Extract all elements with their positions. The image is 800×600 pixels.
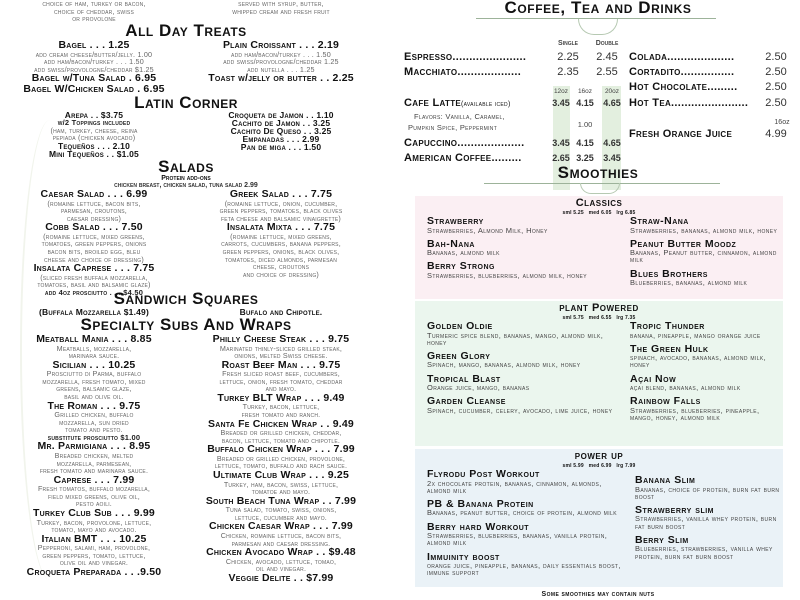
smoothie-item (630, 372, 778, 393)
item-description: mozzarella, fresh tomato, mixed (42, 376, 146, 386)
item-description: tomato, mayo and avocado. (51, 525, 137, 535)
item-description: cheese and choice of dressing) (43, 254, 144, 264)
oj-name: Fresh Orange Juice (629, 128, 733, 140)
menu-item (190, 40, 372, 73)
smoothie-name: Banana Slim (635, 474, 696, 486)
item-description: add ham/bacon/turkey . . . 1.50 (44, 57, 144, 67)
smoothie-item (635, 533, 783, 561)
item-title: Turkey BLT Wrap . . . 9.49 (217, 391, 345, 404)
smoothie-name: Peanut Butter Moodz (630, 237, 737, 250)
item-description: and choice of dressing) (242, 269, 320, 279)
item-title: Toast w/jelly or butter . . 2.25 (208, 72, 354, 85)
smoothie-item (635, 476, 783, 500)
smoothie-ingredients: 2x chocolate protein, bananas, cinnamon, almonds, almond milk (427, 478, 602, 495)
item-title: Italian BMT . . . 10.25 (41, 532, 147, 545)
smoothie-ingredients: Strawberries, bananas, almond milk, honey (630, 225, 778, 235)
coffee-note: (available iced) (461, 101, 511, 108)
smoothie-name: Golden Oldie (427, 320, 493, 332)
item-description: carrots, cucumbers, banana peppers, (221, 239, 341, 249)
smoothie-name: Berry hard Workout (427, 520, 530, 533)
item-description: Chicken, avocado, lettuce, tomao, (225, 556, 337, 566)
item-description: add swiss/provologne/cheddar $1.25 (34, 64, 154, 74)
group-title: Classics (575, 197, 623, 209)
smoothie-name: Green Glory (427, 349, 491, 362)
item-description: parmesan and caesar dressing. (231, 538, 331, 548)
size-header: 12oz (553, 88, 569, 95)
item-description: pesto aoili. (75, 499, 113, 509)
menu-item (190, 573, 372, 584)
smoothie-name: Immuinity boost (427, 550, 500, 563)
coffee-name: Capuccino.................... (404, 137, 525, 149)
item-title: Philly Cheese Steak . . . 9.75 (212, 333, 350, 345)
smoothie-group-0 (415, 196, 783, 299)
item-description: Marinated thinly-sliced grilled steak, (219, 343, 343, 353)
oj-size: 16oz (774, 119, 790, 126)
item-description: cheese, croutons (252, 262, 310, 272)
item-description: add cream cheese/butter/jelly. 1.00 (35, 49, 153, 59)
smoothie-ingredients: Bananas, choice of protein, burn fat burn boost (635, 484, 780, 501)
menu-item (190, 496, 372, 522)
item-title: Bufalo and Chipotle. (239, 307, 323, 317)
smoothie-ingredients: Blueberries, strawberries, vanilla whey protein, burn fat burn boost (635, 544, 773, 561)
top-fragment-right (190, 0, 372, 15)
menu-item (190, 222, 372, 278)
menu-item (190, 73, 372, 84)
item-description: lettuce, onion, fresh tomato, cheddar (219, 376, 343, 386)
item-description: tomatoes, basil and balsamic glaze) (37, 280, 151, 290)
smoothie-item (427, 372, 625, 393)
item-title: Croqueta Preparada . . .9.50 (26, 565, 162, 578)
smoothie-item (427, 470, 625, 494)
item-description: Breaded or grilled chicken, provolone, (216, 453, 346, 463)
item-description: (romaine lettuce, mixed greens, (43, 231, 145, 241)
coffee-item (404, 51, 526, 63)
item-description: feta cheese and balsamic vinaigrette) (221, 213, 341, 223)
smoothie-item (427, 497, 625, 518)
menu-column-left (0, 40, 188, 94)
item-description: mozzarella, parmesean, (56, 458, 132, 468)
item-description: Prosciutto di Parma, buffalo (46, 369, 142, 379)
menu-item (190, 393, 372, 419)
menu-item (0, 441, 188, 474)
smoothie-name: PB & Banana Protein (427, 497, 534, 510)
item-description: parmesan, croutons, (60, 206, 127, 216)
section-subtitle: Protein add-ons (161, 175, 211, 182)
menu-item (0, 222, 188, 263)
price: 2.65 (552, 153, 570, 163)
drink-name: Hot Chocolate......... (629, 81, 738, 93)
smoothie-item (630, 267, 778, 288)
item-title: Bagel W/Chicken Salad . 6.95 (23, 82, 165, 95)
item-description: Grilled chicken, buffalo (54, 410, 134, 420)
flourish-ornament (578, 19, 618, 35)
item-note: w/2 Toppings included (57, 118, 131, 127)
top-fragment-left (0, 0, 188, 23)
menu-column-right (190, 111, 372, 151)
smoothie-name: Berry Strong (427, 260, 495, 273)
item-title: Pan de miga . . . 1.50 (240, 142, 322, 152)
menu-item (0, 401, 188, 442)
smoothie-name: Tropic Thunder (630, 320, 705, 332)
menu-column-left (0, 334, 188, 577)
item-description: (sliced fresh buffala mozzarella, (40, 272, 148, 282)
price: 3.45 (552, 138, 570, 148)
coffee-item (404, 97, 511, 109)
item-description: Breaded or grilled chicken, cheddar, (220, 428, 342, 438)
coffee-item (404, 137, 524, 149)
item-title: Roast Beef Man . . . 9.75 (221, 358, 341, 371)
item-title: Cachito de Jamon . . 3.25 (231, 118, 331, 128)
item-title: The Roman . . . 9.75 (47, 399, 141, 412)
item-description: bacon, lettuce, tomato and chipotle. (221, 435, 341, 445)
smoothie-ingredients: Strawberries, blueberries, almond milk, honey (427, 270, 587, 280)
item-description: fresh tomato and marinara sauce. (39, 466, 149, 476)
coffee-name: Macchiato................... (404, 66, 522, 78)
item-description: lettuce, tomato, buffalo and rach sauce. (214, 461, 348, 471)
smoothie-ingredients: Bananas, Peanut butter, cinnamon, almond milk (630, 248, 777, 265)
drink-price: 2.50 (765, 97, 787, 109)
smoothie-item (427, 322, 625, 346)
smoothie-ingredients: Bananas, peanut butter, choice of protein, almond milk (427, 508, 617, 518)
page-gap (372, 0, 396, 600)
item-title: Mini Tequeños . . $1.05 (49, 148, 139, 159)
menu-column-left (0, 111, 188, 158)
item-title: Cobb Salad . . . 7.50 (45, 221, 143, 234)
item-description: add swiss/provologne/cheddar 1.25 (223, 57, 339, 67)
menu-item (190, 547, 372, 573)
menu-item (190, 444, 372, 470)
coffee-item (404, 66, 521, 78)
item-description: and mayo. (265, 384, 297, 394)
item-title: Greek Salad . . . 7.75 (229, 188, 333, 200)
item-title: (Buffala Mozzarella $1.49) (38, 307, 150, 317)
smoothie-ingredients: Strawberries, blueberries, pineapple, mango, honey, almond milk (630, 405, 760, 423)
smoothie-column-left (427, 470, 625, 582)
item-description: choice of ham, turkey or bacon, (42, 0, 146, 8)
item-title: Croqueta de Jamon . . 1.10 (228, 110, 334, 120)
item-title: Santa Fe Chicken Wrap . . 9.49 (208, 417, 354, 430)
smoothie-item (630, 397, 778, 421)
nut-warning: Some smoothies may contain nuts (541, 591, 655, 598)
group-sizes: sml 5.99 med 6.99 lrg 7.99 (562, 463, 636, 469)
coffee-name: Cafe Latte (404, 97, 462, 109)
item-description: (romaine lettuce, onion, cucumber, (224, 198, 338, 208)
item-title: Tequeños . . . 2.10 (57, 140, 131, 151)
section-heading: Specialty Subs And Wraps (80, 315, 292, 334)
coffee-name: American Coffee......... (404, 152, 522, 164)
size-header: 20oz (604, 88, 620, 95)
flourish-ornament (580, 183, 620, 194)
oj-price: 4.99 (765, 128, 787, 140)
smoothie-item (630, 237, 778, 265)
item-description: Breaded chicken, melted (54, 450, 134, 460)
drink-name: Cortadito................ (629, 66, 735, 78)
smoothie-column-right (630, 217, 778, 292)
menu-item (190, 521, 372, 547)
group-title: plant Powered (559, 302, 639, 314)
item-description: tomatoe and mayo. (251, 487, 311, 497)
smoothie-ingredients: Strawberries, Almond Milk, Honey (427, 225, 548, 235)
smoothie-ingredients: Strawberries, blueberries, bananas, vanilla protein, almond milk (427, 531, 608, 548)
item-title: Insalata Mixta . . . 7.75 (226, 221, 336, 234)
item-title: Chicken Caesar Wrap . . . 7.99 (209, 520, 353, 533)
item-description: Turkey, bacon, provolone, lettuce, (36, 517, 152, 527)
menu-item (190, 470, 372, 496)
item-title: Ultimate Club Wrap . . . 9.25 (212, 469, 350, 482)
item-description: Tuna salad, tomato, swiss, onions, (225, 505, 337, 515)
flavor-price: 1.00 (577, 120, 593, 129)
smoothie-ingredients: Spinach, cucumber, celery, avocado, lime juice, honey (427, 405, 613, 415)
menu-item (190, 143, 372, 151)
drink-name: Hot Tea....................... (629, 97, 749, 109)
price: 2.25 (557, 51, 579, 63)
section-heading: All Day Treats (125, 21, 247, 40)
item-description: tomato and pesto. (65, 425, 123, 435)
smoothie-item (427, 349, 625, 370)
menu-item (0, 189, 188, 222)
item-description: or provolone (72, 14, 116, 24)
item-description: (romaine lettuce, bacon bits, (47, 198, 141, 208)
menu-item (0, 567, 188, 578)
item-description: mozzarella, sun dried (59, 417, 129, 427)
item-addon: substitute prosciutto $1.00 (47, 432, 141, 442)
item-description: pepiada (chicken avocado) (52, 133, 136, 143)
item-description: tomatoes, diced almonds, parmesan (224, 254, 338, 264)
smoothie-ingredients: Blueberries, bananas, almond milk (630, 278, 748, 288)
single-header: Single (558, 40, 578, 47)
smoothie-name: Strawberry (427, 215, 484, 227)
item-description: add nutella . . . 1.25 (247, 64, 315, 74)
item-title: Empanadas . . . 2.99 (242, 134, 320, 144)
item-title: Caprese . . . 7.99 (53, 473, 135, 486)
item-description: bacon bits, broiled egg, bleu (47, 246, 141, 256)
item-description: marinara sauce. (68, 351, 120, 361)
menu-item (0, 360, 188, 401)
item-title: South Beach Tuna Wrap . . 7.99 (205, 494, 357, 507)
item-description: Turkey, bacon, lettuce, (242, 402, 320, 412)
item-description: add ham/bacon/turkey . . . 1.50 (231, 49, 331, 59)
smoothie-name: Straw-Nana (630, 215, 689, 227)
item-description: greens, balsamic glaze, (56, 384, 132, 394)
menu-column-right (190, 40, 372, 84)
drinks-title: Coffee, Tea and Drinks (504, 0, 692, 17)
item-description: Chicken, romaine lettuce, bacon bits, (220, 530, 342, 540)
smoothie-item (427, 550, 625, 578)
menu-item (0, 111, 188, 142)
section-heading: Salads (158, 157, 214, 176)
menu-item (0, 508, 188, 534)
smoothie-item (427, 217, 625, 234)
smoothie-name: The Green Hulk (630, 342, 709, 355)
food-menu-page (0, 0, 372, 600)
price: 2.45 (596, 51, 618, 63)
item-addon: add 4oz prosciutto . . . $4.50 (44, 287, 144, 297)
price: 4.65 (603, 138, 621, 148)
menu-column-right (190, 334, 372, 583)
menu-item (190, 419, 372, 445)
item-title: Plain Croissant . . . 2.19 (222, 39, 340, 51)
item-title: Sicilian . . . 10.25 (52, 358, 136, 371)
item-description: choice of cheddar, swiss (53, 6, 134, 16)
item-description: onions, melted Swiss cheese. (234, 351, 328, 361)
price: 4.65 (603, 98, 621, 108)
coffee-name: Espresso...................... (404, 51, 527, 63)
price: 2.35 (557, 66, 579, 78)
item-description: Fresh sliced roast beef, cucumbers, (222, 369, 340, 379)
price: 3.45 (603, 153, 621, 163)
item-title: Cachito De Queso . . 3.25 (230, 126, 332, 136)
price: 4.15 (576, 98, 594, 108)
group-sizes: sml 5.75 med 6.55 lrg 7.35 (562, 315, 636, 321)
smoothie-name: Strawberry slim (635, 503, 714, 516)
menu-item (190, 189, 372, 222)
menu-item (0, 334, 188, 360)
item-description: Pepperoni, salami, ham, provolone, (37, 543, 151, 553)
smoothie-name: Blues Brothers (630, 267, 708, 280)
menu-item (0, 475, 188, 508)
smoothie-column-right (635, 476, 783, 566)
smoothie-item (630, 342, 778, 370)
item-description: Turkey, ham, bacon, swiss, lettuce, (223, 479, 339, 489)
double-header: Double (595, 40, 619, 47)
item-title: Arepa . . $3.75 (64, 110, 124, 120)
smoothie-ingredients: banana, pineapple, mango orange juice (630, 330, 761, 340)
menu-item (0, 40, 188, 73)
smoothie-column-left (427, 217, 625, 285)
price: 3.25 (576, 153, 594, 163)
drink-price: 2.50 (765, 81, 787, 93)
item-title: Chicken Avocado Wrap . . $9.48 (206, 546, 356, 559)
smoothie-item (630, 217, 778, 234)
item-description: (ham, turkey, cheese, reina (50, 125, 138, 135)
smoothies-title: Smoothies (557, 163, 639, 182)
menu-item (0, 534, 188, 567)
item-description: served with syrup, butter, (238, 0, 324, 8)
smoothie-name: Rainbow Falls (630, 395, 701, 408)
item-description: caesar dressing) (66, 213, 122, 223)
section-heading: Sandwich Squares (113, 289, 259, 308)
item-description: tomatoes, green peppers, onions (41, 239, 147, 249)
smoothie-name: Bah-Nana (427, 237, 475, 250)
item-title: Mr. Parmigiana . . . 8.95 (37, 440, 151, 453)
item-description: oil and vinegar. (255, 564, 307, 574)
smoothie-item (635, 503, 783, 531)
item-description: basil and olive oil. (64, 391, 124, 401)
item-description: olive oil and vinegar. (59, 558, 129, 568)
group-sizes: sml 5.25 med 6.05 lrg 6.85 (562, 210, 636, 216)
item-description: whipped cream and fresh fruit (232, 6, 330, 16)
smoothie-ingredients: Bananas, almond milk (427, 248, 500, 258)
smoothie-item (427, 520, 625, 548)
item-description: (romaine lettuce, mixed greens, (230, 231, 332, 241)
item-description: green peppers, tomato, lettuce, (42, 550, 146, 560)
smoothie-ingredients: Orange juice, mango, bananas (427, 383, 530, 393)
smoothie-column-right (630, 322, 778, 427)
menu-item (190, 360, 372, 393)
item-title: Buffalo Chicken Wrap . . . 7.99 (207, 443, 355, 456)
drink-price: 2.50 (765, 51, 787, 63)
smoothie-item (630, 322, 778, 339)
item-description: green peppers, tomatoes, black olives (219, 206, 343, 216)
price: 2.55 (596, 66, 618, 78)
item-title: Bagel . . . 1.25 (58, 39, 130, 51)
drinks-menu-page (396, 0, 800, 600)
item-title: Bagel w/Tuna Salad . 6.95 (31, 72, 157, 85)
section-heading: Latin Corner (134, 93, 238, 112)
smoothie-ingredients: Spinach, mango, bananas, almond milk, honey (427, 360, 581, 370)
item-title: Caesar Salad . . . 6.99 (40, 188, 148, 200)
smoothie-ingredients: Turmeric spice blend, bananas, mango, almond milk, honey (427, 330, 604, 347)
smoothie-name: Berry Slim (635, 533, 689, 546)
smoothie-ingredients: orange juice, pineapple, bananas, daily essentials boost, immune support (427, 561, 621, 578)
drink-price: 2.50 (765, 66, 787, 78)
smoothie-ingredients: spinach, avocado, bananas, almond milk, honey (630, 353, 767, 370)
price: 4.15 (576, 138, 594, 148)
item-title: Insalata Caprese . . . 7.75 (33, 262, 155, 275)
item-title: Meatball Mania . . . 8.85 (36, 333, 152, 345)
smoothie-name: Tropical Blast (427, 372, 501, 385)
item-title: Turkey Club Sub . . . 9.99 (33, 507, 155, 519)
smoothie-name: Açai Now (630, 372, 677, 385)
menu-column-left (0, 189, 188, 296)
item-description: Meatballs, mozzarella, (56, 343, 132, 353)
smoothie-group-2 (415, 449, 783, 587)
flavor-line: Pumpkin Spice, Peppermint (408, 123, 498, 132)
size-header: 16oz (577, 88, 593, 95)
item-description: field mixed greens, olive oil, (48, 491, 140, 501)
smoothie-column-left (427, 322, 625, 420)
menu-column-right (190, 189, 372, 278)
flavor-line: Flavors: Vanilla, Caramel, (414, 112, 505, 121)
smoothie-ingredients: açai blend, bananas, almond milk (630, 383, 741, 393)
price: 3.45 (552, 98, 570, 108)
item-description: green peppers, onions, black olives, (222, 246, 340, 256)
smoothie-item (427, 262, 625, 279)
smoothie-ingredients: Strawberries, vanilla whey protein, burn fat burn boost (635, 514, 777, 531)
item-description: Fresh tomatos, buffalo mozarella, (37, 484, 151, 494)
smoothie-item (427, 397, 625, 414)
item-title: Veggie Delite . . $7.99 (228, 571, 334, 584)
smoothie-name: Flyrodu Post Workout (427, 468, 540, 480)
smoothie-item (427, 237, 625, 258)
section-note: chicken breast, chicken salad, tuna salad 2.99 (114, 182, 258, 189)
menu-item (190, 334, 372, 360)
item-description: lettuce, cucumber and mayo. (235, 512, 327, 522)
group-title: power up (574, 450, 624, 462)
smoothie-group-1 (415, 301, 783, 446)
item-description: fresh tomato and ranch. (241, 410, 321, 420)
drink-name: Colada.................... (629, 51, 735, 63)
smoothie-name: Garden Cleanse (427, 395, 506, 408)
